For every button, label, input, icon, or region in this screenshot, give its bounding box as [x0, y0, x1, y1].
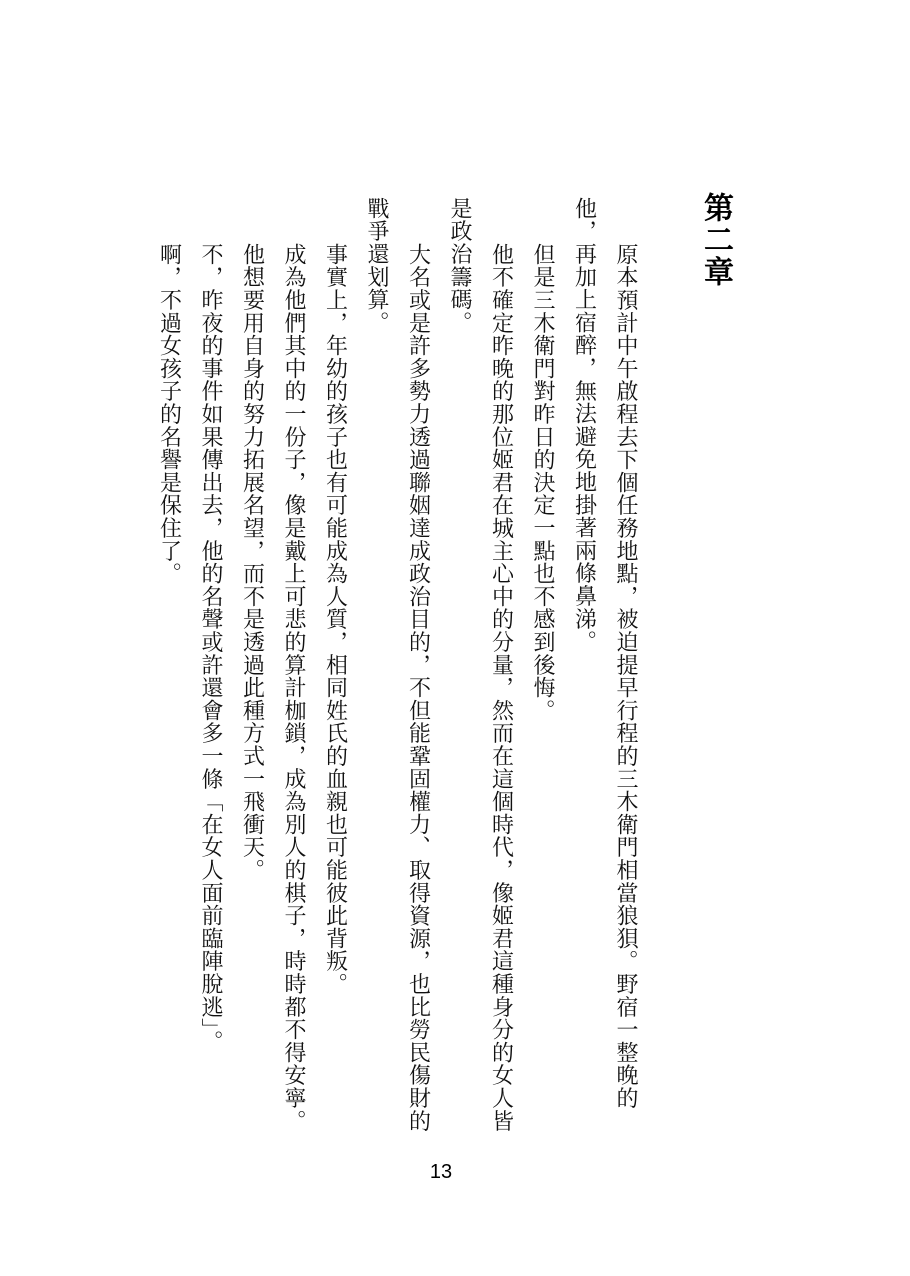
paragraph [356, 197, 439, 1142]
text-line: 是政治籌碼。 [447, 197, 472, 334]
paragraph [563, 197, 646, 1142]
chapter-title: 第二章 [698, 192, 733, 288]
body-text [148, 197, 646, 1142]
paragraph [148, 197, 190, 1142]
text-line: 事實上，年幼的孩子也有可能成為人質，相同姓氏的血親也可能彼此背叛。 [322, 242, 348, 995]
text-line: 不，昨夜的事件如果傳出去，他的名聲或許還會多一條「在女人面前臨陣脫逃」。 [198, 242, 223, 1053]
text-line: 原本預計中午啟程去下個任務地點，被迫提早行程的三木衛門相當狼狽。野宿一整晚的 [613, 242, 638, 1109]
text-line: 他想要用自身的努力拓展名望，而不是透過此種方式一飛衝天。 [239, 242, 265, 881]
text-line: 他不確定昨晚的那位姬君在城主心中的分量，然而在這個時代，像姬君這種身分的女人皆 [488, 242, 514, 1132]
paragraph [439, 197, 522, 1142]
text-line: 大名或是許多勢力透過聯姻達成政治目的，不但能鞏固權力、取得資源，也比勞民傷財的 [405, 242, 431, 1132]
paragraph [190, 197, 232, 1142]
text-line: 啊，不過女孩子的名譽是保住了。 [156, 242, 182, 585]
paragraph [231, 197, 273, 1142]
paragraph [522, 197, 564, 1142]
text-line: 但是三木衛門對昨日的決定一點也不感到後悔。 [530, 242, 555, 722]
text-line: 他，再加上宿醉，無法避免地掛著兩條鼻涕。 [571, 197, 597, 653]
paragraph [273, 197, 315, 1142]
text-line: 成為他們其中的一份子，像是戴上可悲的算計枷鎖，成為別人的棋子，時時都不得安寧。 [281, 242, 306, 1132]
page-number: 13 [429, 1161, 453, 1183]
paragraph [314, 197, 356, 1142]
text-line: 戰爭還划算。 [364, 197, 389, 334]
